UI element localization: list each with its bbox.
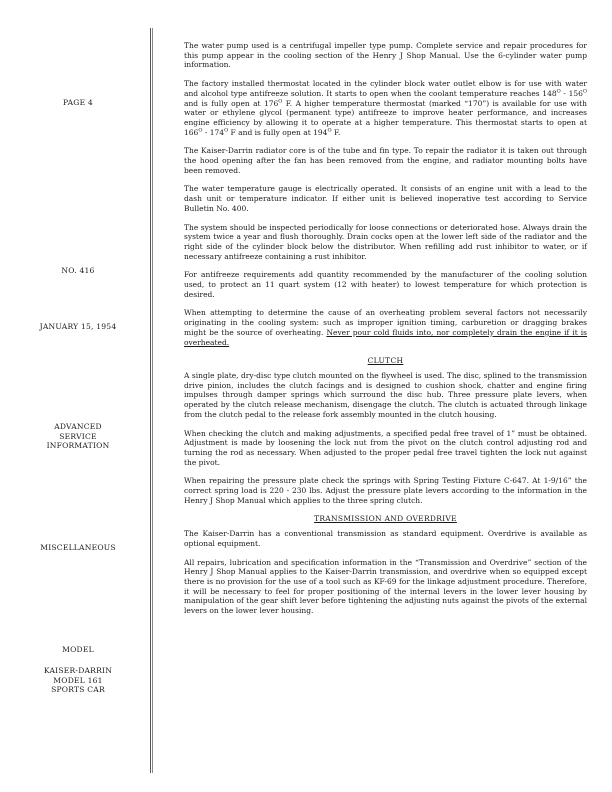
model-line: SPORTS CAR bbox=[51, 685, 105, 695]
text-segment: The factory installed thermostat located in the cylinder block water outlet elbow is for use with water and alcohol type antifreeze solution. It starts to open when the coolant temperature reaches 148 bbox=[184, 79, 587, 98]
bulletin-category bbox=[12, 422, 144, 451]
degree-mark: O bbox=[198, 127, 203, 134]
degree-mark: O bbox=[224, 127, 229, 134]
column-divider-shadow bbox=[152, 28, 153, 773]
overheating-warning: Never pour cold fluids into, nor completely drain the engine if it is overheated. bbox=[184, 327, 587, 347]
model-label: MODEL bbox=[62, 645, 94, 654]
model-line: KAISER-DARRIN bbox=[43, 666, 113, 675]
category-line: SERVICE bbox=[59, 431, 97, 441]
clutch-heading: CLUTCH bbox=[367, 356, 404, 366]
model-line: MODEL 161 bbox=[53, 675, 103, 685]
text-segment: - 156 bbox=[560, 88, 583, 98]
document-body bbox=[184, 41, 587, 625]
degree-mark: O bbox=[556, 88, 561, 95]
category-line: ADVANCED bbox=[54, 422, 102, 431]
model-name bbox=[12, 666, 144, 695]
bulletin-date: JANUARY 15, 1954 bbox=[39, 322, 117, 331]
text-segment: F and is fully open at 194 bbox=[228, 127, 328, 137]
degree-mark: O bbox=[327, 127, 332, 134]
transmission-repair-paragraph: All repairs, lubrication and specification information in the “Transmission and Overdrive” section of the Henry J Shop Manual applies to the Kaiser-Darrin transmission, and overdrive when so equipped except there is no provision for the use of a tool such as KF-69 for the linkage adjustment procedure. Therefore, it will be necessary to feel for proper positioning of the internal levers in the lower lever housing by manipulation of the gear shift lever before tightening the adjusting nuts against the pivots of the external levers on the lower lever housing. bbox=[184, 557, 588, 616]
clutch-adjustment-paragraph: When checking the clutch and making adjustments, a specified pedal free travel of 1” must be obtained. Adjustment is made by loosening the lock nut from the pivot on the clutch control adjusting rod and turning the rod as necessary. When adjusted to the proper pedal free travel tighten the lock nut against the pivot. bbox=[184, 428, 587, 467]
system-inspection-paragraph: The system should be inspected periodically for loose connections or deteriorated hose. Always drain the system twice a year and flush thoroughly. Drain cocks open at the lower left side of the radiator and the right side of the cylinder block below the distributor. When refilling add rust inhibitor to water, or if necessary antifreeze containing a rust inhibitor. bbox=[184, 222, 587, 261]
bulletin-group: MISCELLANEOUS bbox=[40, 543, 116, 552]
page-number: PAGE 4 bbox=[63, 98, 93, 107]
transmission-heading: TRANSMISSION AND OVERDRIVE bbox=[314, 514, 457, 524]
temperature-gauge-paragraph: The water temperature gauge is electrically operated. It consists of an engine unit with a lead to the dash unit or temperature indicator. If either unit is believed inoperative test according to Service Bulletin No. 400. bbox=[184, 184, 587, 213]
overheating-paragraph bbox=[184, 308, 587, 347]
transmission-standard-paragraph: The Kaiser-Darrin has a conventional transmission as standard equipment. Overdrive is available as optional equipment. bbox=[184, 529, 587, 548]
bulletin-number: NO. 416 bbox=[61, 266, 95, 275]
pressure-plate-paragraph: When repairing the pressure plate check the springs with Spring Testing Fixture C-647. At 1-9/16” the correct spring load is 220 - 230 lbs. Adjust the pressure plate levers according to the information in the Henry J Shop Manual which applies to the three spring clutch. bbox=[184, 476, 587, 505]
antifreeze-paragraph: For antifreeze requirements add quantity recommended by the manufacturer of the cooling solution used, to protect an 11 quart system (12 with heater) to lowest temperature for which protection is desired. bbox=[184, 270, 587, 299]
text-segment: and is fully open at 176 bbox=[184, 98, 279, 108]
text-segment: When attempting to determine the cause of an overheating problem several factors not necessarily originating in the cooling system: such as improper ignition timing, carburetion or dragging brakes might be the source of overheating. bbox=[184, 308, 587, 337]
degree-mark: O bbox=[582, 88, 587, 95]
text-segment: F. bbox=[331, 127, 341, 137]
thermostat-paragraph bbox=[184, 79, 587, 137]
category-line: INFORMATION bbox=[46, 441, 110, 451]
text-segment: F. A higher temperature thermostat (marked “170”) is available for use with water or ethylene glycol (permanent type) antifreeze to improve heater performance, and increases engine efficiency by allowing it to operate at a higher temperature. This thermostat starts to open at 166 bbox=[184, 98, 588, 137]
text-segment: - 174 bbox=[202, 127, 225, 137]
clutch-description-paragraph: A single plate, dry-disc type clutch mounted on the flywheel is used. The disc, splined to the transmission drive pinion, includes the clutch facings and is designed to cushion shock, chatter and engine firing impulses through damper springs which surround the disc hub. Three pressure plate levers, when operated by the clutch release mechanism, disengage the clutch. The clutch is actuated through linkage from the clutch pedal to the release fork assembly mounted in the clutch housing. bbox=[184, 370, 587, 419]
water-pump-paragraph: The water pump used is a centrifugal impeller type pump. Complete service and repair procedures for this pump appear in the cooling section of the Henry J Shop Manual. Use the 6-cylinder water pump information. bbox=[184, 41, 587, 70]
column-divider bbox=[150, 28, 151, 773]
degree-mark: O bbox=[278, 98, 283, 105]
radiator-paragraph: The Kaiser-Darrin radiator core is of the tube and fin type. To repair the radiator it is taken out through the hood opening after the fan has been removed from the engine, and radiator mounting bolts have been removed. bbox=[184, 146, 587, 175]
